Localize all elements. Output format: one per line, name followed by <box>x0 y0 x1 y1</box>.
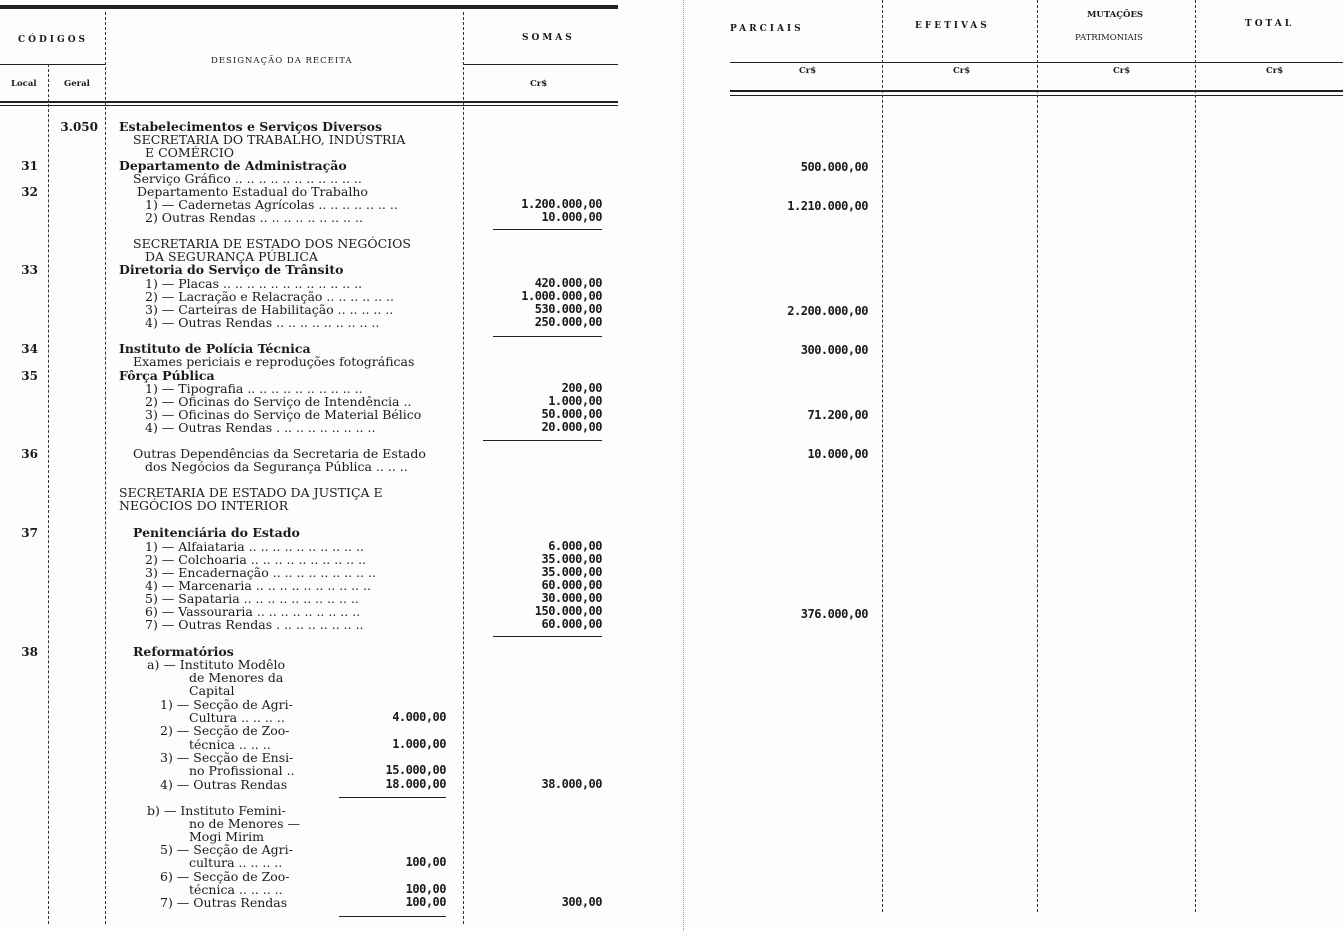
efetivas-currency: Cr$ <box>953 66 971 76</box>
partial-amount: 1.000,00 <box>392 737 446 751</box>
header-designacao: DESIGNAÇÃO DA RECEITA <box>211 56 353 66</box>
local-code: 34 <box>21 342 38 356</box>
revenue-item: 4) — Outras Rendas .. .. .. .. .. .. .. .. .. <box>145 315 380 330</box>
parciais-currency: Cr$ <box>799 66 817 76</box>
revenue-item: 3) — Carteiras de Habilitação .. .. .. .. .. <box>145 302 394 317</box>
revenue-item: 2) — Secção de Zoo- <box>160 723 290 738</box>
revenue-item: Fôrça Pública <box>119 368 215 383</box>
revenue-item: SECRETARIA DO TRABALHO, INDÚSTRIA <box>133 132 406 147</box>
revenue-item: NEGÓCIOS DO INTERIOR <box>119 498 289 513</box>
local-code: 35 <box>21 369 38 383</box>
column-divider <box>882 0 883 912</box>
soma-amount: 1.000.000,00 <box>521 289 602 303</box>
header-local: Local <box>11 79 37 89</box>
revenue-item: DA SEGURANÇA PÚBLICA <box>145 249 318 264</box>
column-divider <box>1195 0 1196 912</box>
revenue-item: 1) — Alfaiataria .. .. .. .. .. .. .. .. .. .. <box>145 539 364 554</box>
revenue-item: Mogi Mirim <box>189 829 264 844</box>
revenue-item: E COMÉRCIO <box>145 145 234 160</box>
revenue-item: 7) — Outras Rendas <box>160 895 288 910</box>
partial-amount: 15.000,00 <box>385 763 446 777</box>
column-divider <box>105 12 106 924</box>
parcial-amount: 300.000,00 <box>800 343 868 357</box>
revenue-item: Serviço Gráfico .. .. .. .. .. .. .. .. .. .. .. <box>133 171 362 186</box>
revenue-item: Exames periciais e reproduções fotográficas <box>133 354 415 369</box>
soma-amount: 150.000,00 <box>534 604 602 618</box>
partial-amount: 100,00 <box>405 855 446 869</box>
header-bottom-rule <box>0 101 618 103</box>
revenue-item: Estabelecimentos e Serviços Diversos <box>119 119 382 134</box>
local-code: 33 <box>21 263 38 277</box>
revenue-item: Penitenciária do Estado <box>133 525 300 540</box>
revenue-item: 7) — Outras Rendas . .. .. .. .. .. .. .. <box>145 617 364 632</box>
soma-amount: 60.000,00 <box>541 617 602 631</box>
revenue-item: Departamento de Administração <box>119 158 347 173</box>
revenue-item: 4) — Marcenaria .. .. .. .. .. .. .. .. .. .. <box>145 578 372 593</box>
revenue-item: 1) — Secção de Agri- <box>160 697 293 712</box>
subtotal-rule <box>493 636 602 637</box>
revenue-item: 1) — Cadernetas Agrícolas .. .. .. .. .. .. .. <box>145 197 398 212</box>
header-total: TOTAL <box>1245 19 1295 29</box>
revenue-item: 1) — Tipografia .. .. .. .. .. .. .. .. .. .. <box>145 381 363 396</box>
soma-amount: 1.200.000,00 <box>521 197 602 211</box>
soma-amount: 50.000,00 <box>541 407 602 421</box>
local-code: 38 <box>21 645 38 659</box>
revenue-item: 2) Outras Rendas .. .. .. .. .. .. .. .. .. <box>145 210 363 225</box>
parcial-amount: 71.200,00 <box>807 408 868 422</box>
revenue-item: 3) — Oficinas do Serviço de Material Bélico <box>145 407 422 422</box>
revenue-item: 6) — Vassouraria .. .. .. .. .. .. .. .. .. <box>145 604 361 619</box>
top-rule <box>0 5 618 9</box>
revenue-item: dos Negócios da Segurança Pública .. .. .. <box>145 459 408 474</box>
header-patrimoniais: PATRIMONIAIS <box>1075 33 1143 43</box>
revenue-item: 3) — Secção de Ensi- <box>160 750 294 765</box>
partial-amount: 4.000,00 <box>392 710 446 724</box>
parcial-amount: 2.200.000,00 <box>787 304 868 318</box>
codes-rule <box>0 64 105 65</box>
subtotal-rule <box>493 229 602 230</box>
soma-amount: 20.000,00 <box>541 420 602 434</box>
revenue-item: cultura .. .. .. .. <box>189 855 283 870</box>
revenue-item: no de Menores — <box>189 816 300 831</box>
soma-amount: 35.000,00 <box>541 565 602 579</box>
page-gutter <box>683 0 684 931</box>
soma-amount: 300,00 <box>561 895 602 909</box>
revenue-item: 3) — Encadernação .. .. .. .. .. .. .. .. .. <box>145 565 377 580</box>
revenue-item: SECRETARIA DE ESTADO DA JUSTIÇA E <box>119 485 383 500</box>
partial-amount: 100,00 <box>405 882 446 896</box>
header-geral: Geral <box>64 79 90 89</box>
soma-amount: 38.000,00 <box>541 777 602 791</box>
local-code: 31 <box>21 159 38 173</box>
revenue-item: Diretoria do Serviço de Trânsito <box>119 262 344 277</box>
subtotal-rule <box>493 336 602 337</box>
revenue-item: Cultura .. .. .. .. <box>189 710 285 725</box>
header-parciais: PARCIAIS <box>730 24 804 34</box>
total-currency: Cr$ <box>1266 66 1284 76</box>
local-code: 37 <box>21 526 38 540</box>
header-bottom-rule-2 <box>0 105 618 106</box>
revenue-item: 2) — Lacração e Relacração .. .. .. .. .. .. <box>145 289 394 304</box>
geral-code: 3.050 <box>60 120 98 134</box>
soma-amount: 30.000,00 <box>541 591 602 605</box>
revenue-item: 5) — Sapataria .. .. .. .. .. .. .. .. .. .. <box>145 591 359 606</box>
subtotal-rule <box>339 797 446 798</box>
parcial-amount: 376.000,00 <box>800 607 868 621</box>
soma-amount: 6.000,00 <box>548 539 602 553</box>
revenue-item: SECRETARIA DE ESTADO DOS NEGÓCIOS <box>133 236 411 251</box>
parcial-amount: 1.210.000,00 <box>787 199 868 213</box>
column-divider <box>48 64 49 924</box>
partial-amount: 100,00 <box>405 895 446 909</box>
header-efetivas: EFETIVAS <box>915 21 990 31</box>
subtotal-rule <box>339 916 446 917</box>
revenue-item: técnica .. .. .. .. <box>189 882 283 897</box>
column-divider <box>463 12 464 924</box>
revenue-item: Instituto de Polícia Técnica <box>119 341 311 356</box>
revenue-item: 4) — Outras Rendas <box>160 777 288 792</box>
revenue-item: 5) — Secção de Agri- <box>160 842 293 857</box>
header-somas-currency: Cr$ <box>530 79 548 89</box>
revenue-item: a) — Instituto Modêlo <box>147 657 286 672</box>
soma-amount: 60.000,00 <box>541 578 602 592</box>
soma-amount: 530.000,00 <box>534 302 602 316</box>
revenue-item: 4) — Outras Rendas . .. .. .. .. .. .. .. .. <box>145 420 376 435</box>
revenue-item: técnica .. .. .. <box>189 737 271 752</box>
soma-amount: 200,00 <box>561 381 602 395</box>
parcial-amount: 500.000,00 <box>800 160 868 174</box>
header-somas: SOMAS <box>522 33 575 43</box>
somas-rule <box>463 64 618 65</box>
parcial-amount: 10.000,00 <box>807 447 868 461</box>
soma-amount: 10.000,00 <box>541 210 602 224</box>
partial-amount: 18.000,00 <box>385 777 446 791</box>
local-code: 32 <box>21 185 38 199</box>
mutacoes-currency: Cr$ <box>1113 66 1131 76</box>
revenue-item: Departamento Estadual do Trabalho <box>137 184 368 199</box>
revenue-item: 6) — Secção de Zoo- <box>160 869 290 884</box>
revenue-item: b) — Instituto Femini- <box>147 803 286 818</box>
subtotal-rule <box>483 440 602 441</box>
revenue-item: Reformatórios <box>133 644 234 659</box>
column-divider <box>1037 0 1038 912</box>
header-codigos: CÓDIGOS <box>18 35 89 45</box>
soma-amount: 35.000,00 <box>541 552 602 566</box>
revenue-item: Outras Dependências da Secretaria de Estado <box>133 446 426 461</box>
revenue-item: no Profissional .. <box>189 763 295 778</box>
header-mutacoes: MUTAÇÕES <box>1087 10 1144 20</box>
revenue-item: 1) — Placas .. .. .. .. .. .. .. .. .. .. .. .. <box>145 276 363 291</box>
soma-amount: 420.000,00 <box>534 276 602 290</box>
revenue-item: de Menores da <box>189 670 284 685</box>
local-code: 36 <box>21 447 38 461</box>
soma-amount: 250.000,00 <box>534 315 602 329</box>
revenue-item: 2) — Colchoaria .. .. .. .. .. .. .. .. .. .. <box>145 552 367 567</box>
soma-amount: 1.000,00 <box>548 394 602 408</box>
revenue-item: Capital <box>189 683 235 698</box>
revenue-item: 2) — Oficinas do Serviço de Intendência .. <box>145 394 412 409</box>
